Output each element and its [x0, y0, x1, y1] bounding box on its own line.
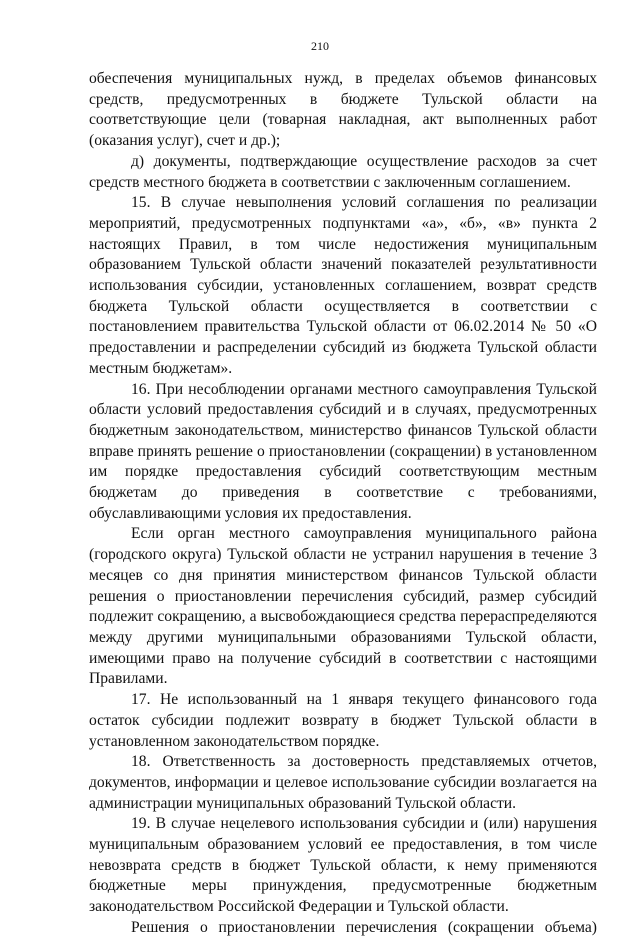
paragraph-item-16: 16. При несоблюдении органами местного самоуправления Тульской области условий предоставления субсидий и в случаях, предусмотренных бюджетным законодательством, министерство финансов Тульской области вправе принять решение о приостановлении (сокращении) в установленном им порядке предоставления субсидий соответствующим местным бюджетам до приведения в соответствие с требованиями, обуславливающими условия их предоставления. [89, 380, 597, 522]
paragraph-item-18: 18. Ответственность за достоверность представляемых отчетов, документов, информации и целевое использование субсидии возлагается на администрации муниципальных образований Тульской области. [89, 753, 597, 812]
paragraph-item-19: 19. В случае нецелевого использования субсидии и (или) нарушения муниципальным образованием условий ее предоставления, в том числе невозврата средств в бюджет Тульской области, к нему применяются бюджетные меры принуждения, предусмотренные бюджетным законодательством Российской Федерации и Тульской области. [89, 815, 597, 916]
paragraph-item-15: 15. В случае невыполнения условий соглашения по реализации мероприятий, предусмотренных подпунктами «а», «б», «в» пункта 2 настоящих Правил, в том числе недостижения муниципальным образованием Тульской области значений показателей результативности использования субсидии, установленных соглашением, возврат средств бюджета Тульской области осуществляется в соответствии с постановлением правительства Тульской области от 06.02.2014 № 50 «О предоставлении и распределении субсидий из бюджета Тульской области местным бюджетам». [89, 194, 597, 377]
paragraph-item-19-continued: Решения о приостановлении перечисления (сокращении объема) [131, 918, 597, 936]
paragraph-continuation: обеспечения муниципальных нужд, в пределах объемов финансовых средств, предусмотренных в бюджете Тульской области на соответствующие цели (товарная накладная, акт выполненных работ (оказания услуг), счет и др.); [89, 70, 597, 150]
paragraph-item-17: 17. Не использованный на 1 января текущего финансового года остаток субсидии подлежит возврату в бюджет Тульской области в установленном законодательством порядке. [89, 691, 597, 750]
document-body [89, 69, 597, 939]
page-number: 210 [311, 39, 329, 53]
paragraph-subitem-d: д) документы, подтверждающие осуществление расходов за счет средств местного бюджета в соответствии с заключенным соглашением. [89, 152, 597, 191]
paragraph-item-16-continued: Если орган местного самоуправления муниципального района (городского округа) Тульской области не устранил нарушения в течение 3 месяцев со дня принятия министерством финансов Тульской области решения о приостановлении перечисления субсидий, размер субсидий подлежит сокращению, а высвобождающиеся средства перераспределяются между другими муниципальными образованиями Тульской области, имеющими право на получение субсидий в соответствии с настоящими Правилами. [89, 525, 597, 688]
